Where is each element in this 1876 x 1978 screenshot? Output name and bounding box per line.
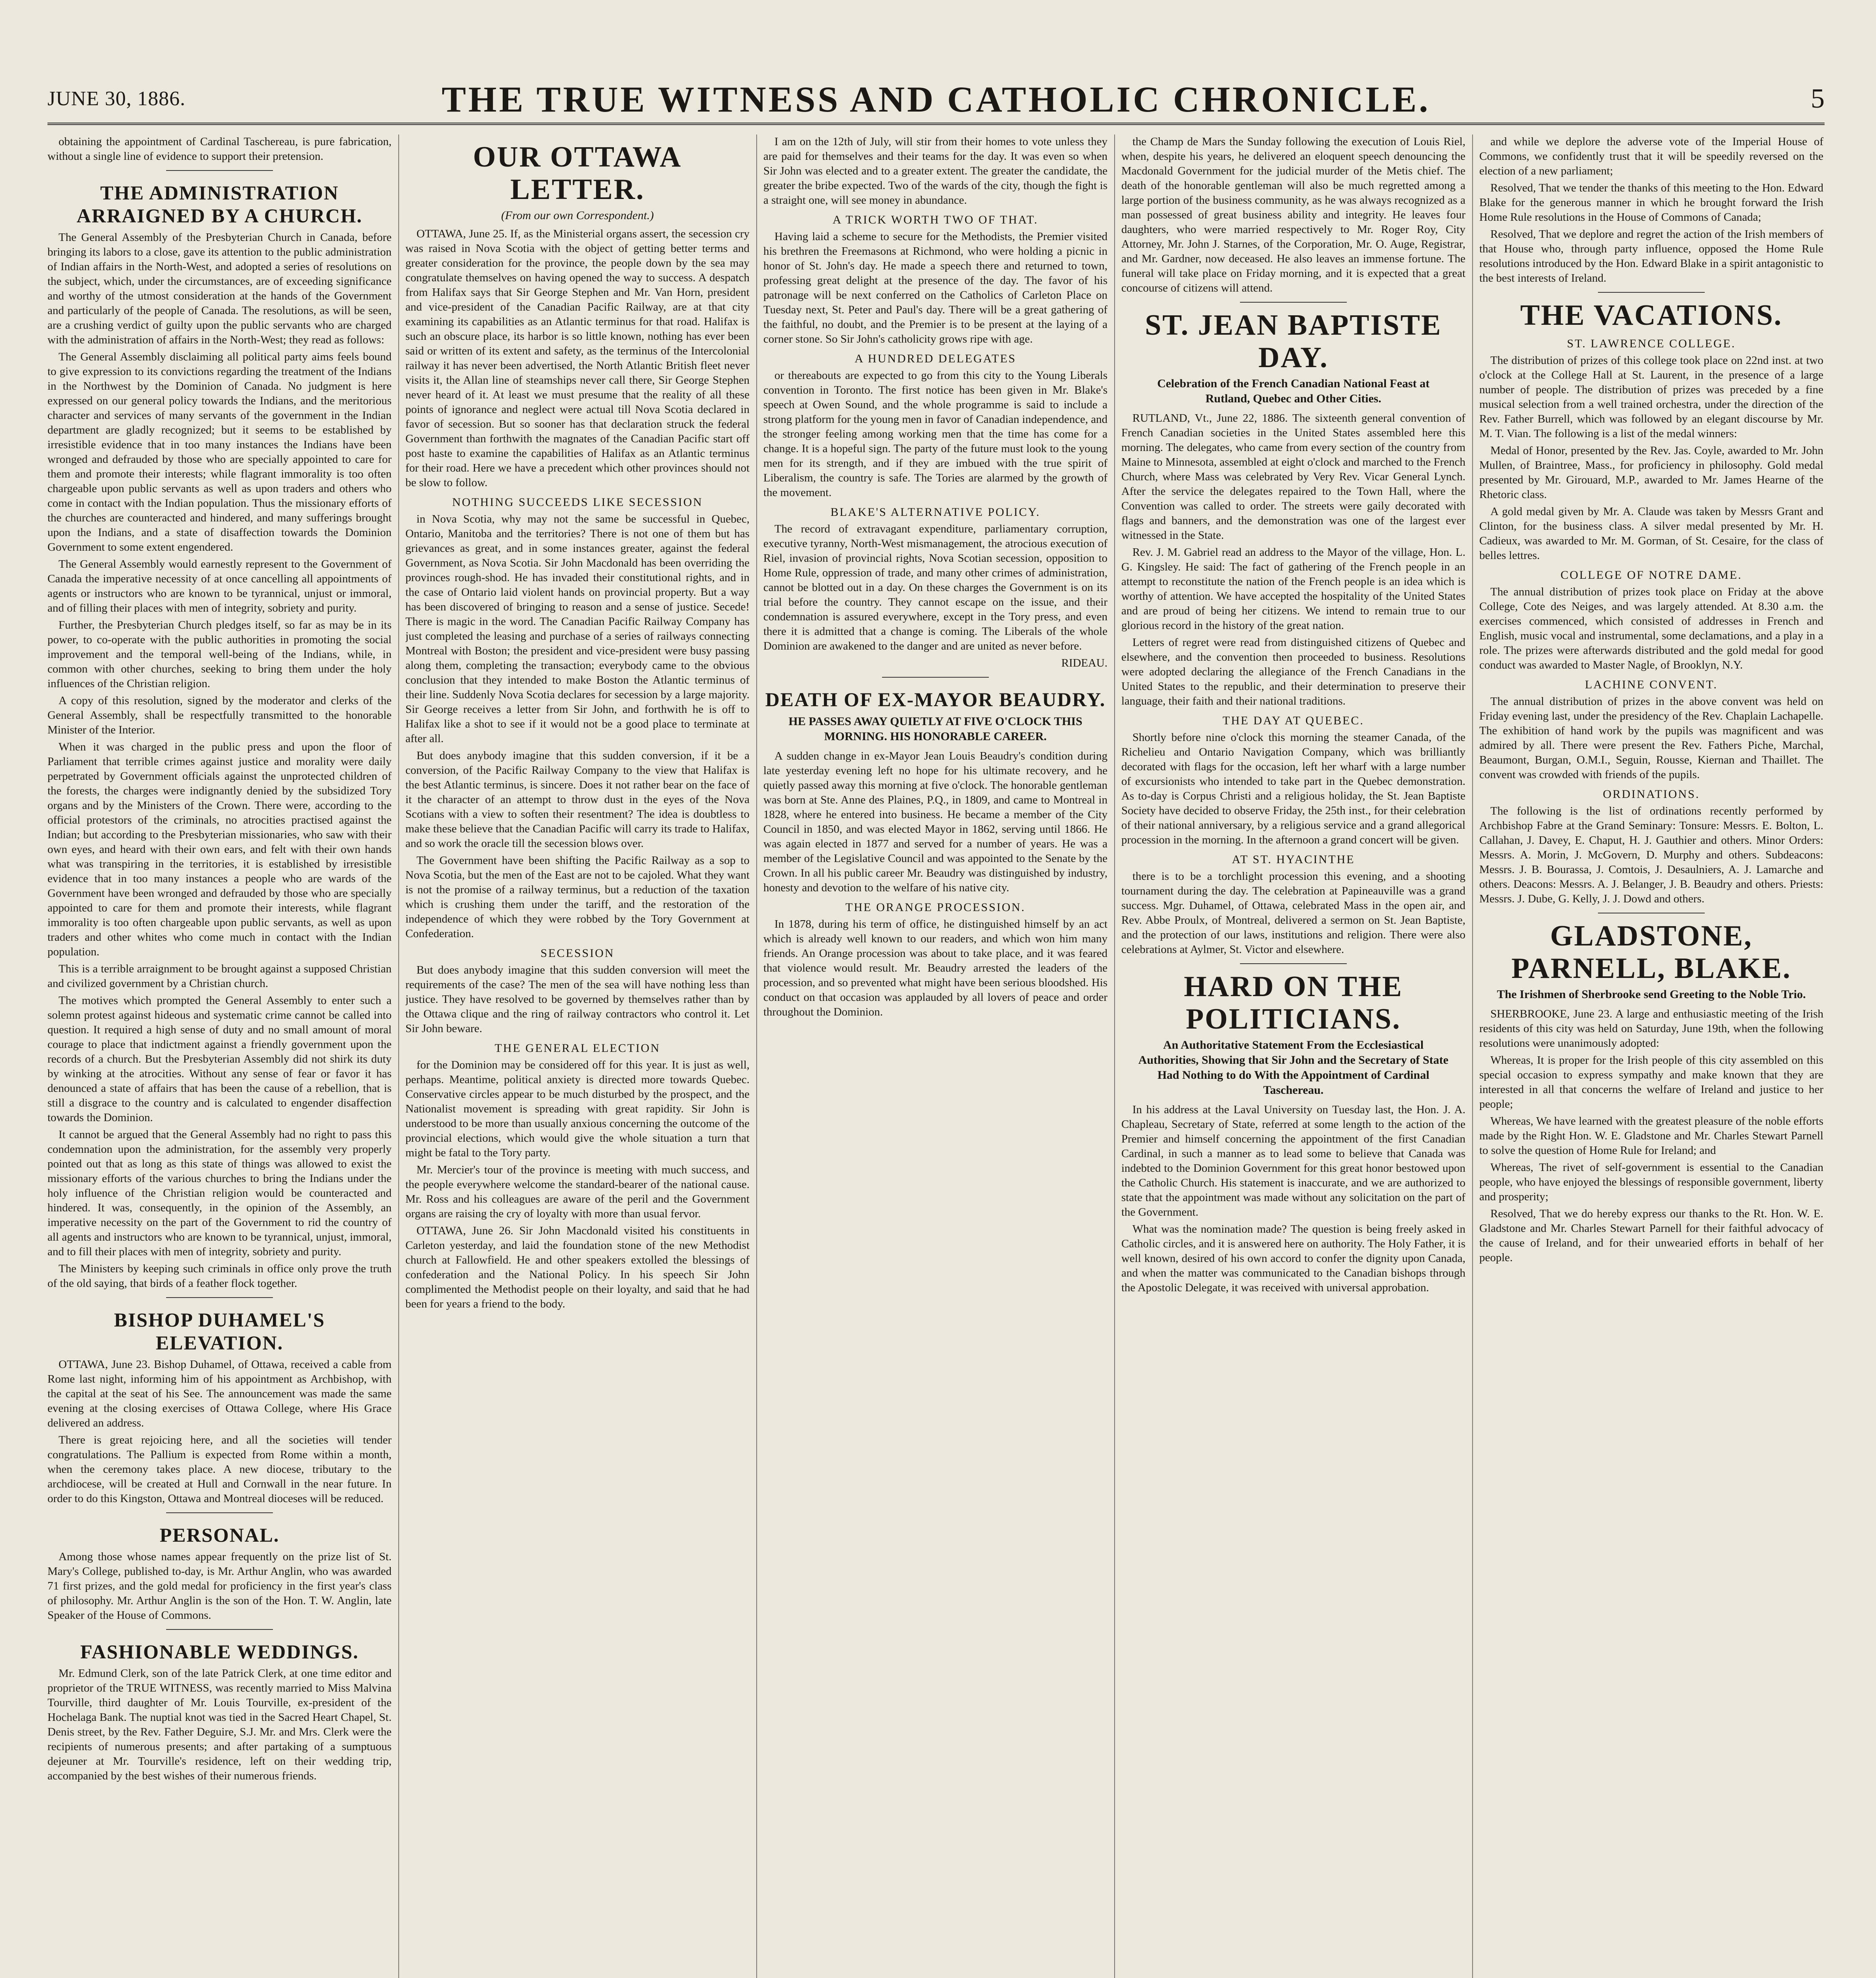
article-text: OTTAWA, June 26. Sir John Macdonald visited his constituents in Carleton yesterday, and laid the foundation stone of the new Methodist church at Fallowfield. He and other speakers extolled the blessings of confederation and the National Policy. In his speech Sir John complimented the Methodist people on their loyalty, and said that he had been for years a friend to the body. xyxy=(405,1224,750,1310)
subheading: THE ORANGE PROCESSION. xyxy=(845,901,1026,914)
subheading: LACHINE CONVENT. xyxy=(1585,678,1718,691)
subheading: SECESSION xyxy=(540,947,615,960)
deck: An Authoritative Statement From the Ecclesiastical Authorities, Showing that Sir John and the Secretary of State Had Nothing to do With the Appointment of Cardinal Taschereau. xyxy=(1138,1038,1448,1097)
article-text: Whereas, We have learned with the greatest pleasure of the noble efforts made by the Right Hon. W. E. Gladstone and Mr. Charles Stewart Parnell to solve the question of Home Rule for Ireland; and xyxy=(1479,1115,1823,1157)
article-text: The Ministers by keeping such criminals in office only prove the truth of the old saying, that birds of a feather flock together. xyxy=(47,1262,392,1290)
article-text: A sudden change in ex-Mayor Jean Louis Beaudry's condition during late yesterday evening left no hope for his ultimate recovery, and he quietly passed away this morning at five o'clock. The honorable gentleman was born at Ste. Anne des Plaines, P.Q., in 1809, and came to Montreal in 1828, where he entered into business. He became a member of the City Council in 1850, and was elected Mayor in 1862, serving until 1866. He was again elected in 1877 and served for a number of years. He was a member of the Legislative Council and was appointed to the Senate by the Crown. In all his public career Mr. Beaudry was distinguished by industry, honesty and devotion to the welfare of his native city. xyxy=(763,750,1107,894)
article-text: Further, the Presbyterian Church pledges itself, so far as may be in its power, to co-operate with the public authorities in promoting the social improvement and the temporal well-being of the Indians, while, in common with other churches, seeking to bring them under the holy influences of the Christian religion. xyxy=(47,619,392,690)
article-text: The General Assembly would earnestly represent to the Government of Canada the imperative necessity of at once cancelling all appointments of agents or instructors who are known to be tyrannical, unjust or immoral, and of filling their places with men of integrity, sobriety and purity. xyxy=(47,558,392,614)
article-text: A copy of this resolution, signed by the moderator and clerks of the General Assembly, shall be respectfully transmitted to the honorable Minister of the Interior. xyxy=(47,694,392,736)
divider xyxy=(1598,292,1705,293)
article-text: Among those whose names appear frequently on the prize list of St. Mary's College, published to-day, is Mr. Arthur Anglin, who was awarded 71 first prizes, and the gold medal for proficiency in the first year's class of philosophy. Mr. Arthur Anglin is the son of the Hon. T. W. Anglin, late Speaker of the House of Commons. xyxy=(47,1550,392,1622)
article-text: But does anybody imagine that this sudden conversion, if it be a conversion, of the Pacific Railway Company to the view that Halifax is the best Atlantic terminus, is sincere. Does it not rather bear on the face of it the character of an attempt to throw dust in the eyes of the Nova Scotians with a view to soften their resentment? The idea is doubtless to make these believe that the Canadian Pacific will carry its trade to Halifax, and so work the oracle till the secession blows over. xyxy=(405,749,750,850)
article-text: What was the nomination made? The question is being freely asked in Catholic circles, and it is answered here on authority. The Holy Father, it is well known, desired of his own accord to confer the dignity upon Canada, and when the matter was communicated to the Canadian bishops through the Apostolic Delegate, it was received with universal approbation. xyxy=(1121,1223,1465,1294)
headline-fashionable-weddings: FASHIONABLE WEDDINGS. xyxy=(80,1641,359,1663)
article-text: The annual distribution of prizes took place on Friday at the above College, Cote des Neiges, and was largely attended. At 8.30 a.m. the exercises commenced, which consisted of addresses in French and English, music vocal and instrumental, some declamations, and a play in a role. The prizes were afterwards distributed and the gold medal for good conduct was awarded to Master Nagle, of Brooklyn, N.Y. xyxy=(1479,585,1823,671)
article-text: When it was charged in the public press and upon the floor of Parliament that terrible crimes against justice and morality were daily perpetrated by Government officials against the unprotected children of the forests, the charges were indignantly denied by the subsidized Tory organs and by the Ministers of the Crown. There were, according to the official protestors of the criminals, no atrocities practised against the Indian; but according to the Presbyterian missionaries, who saw with their own eyes, and heard with their own ears, and felt with their own hands what was transpiring in the territories, it is established by irresistible evidence that in too many instances a people who are wards of the Government have been wronged and defrauded by those who are specially appointed to care for them and promote their interests, while flagrant immorality is too often chargeable upon public servants, as well as upon traders and other whites who come much in contact with the Indian population. xyxy=(47,741,392,958)
column-2 xyxy=(405,135,750,1978)
headline-hard-on-politicians: HARD ON THE POLITICIANS. xyxy=(1184,970,1403,1035)
signature: RIDEAU. xyxy=(1061,657,1107,669)
article-text: Mr. Mercier's tour of the province is meeting with much success, and the people everywhere welcome the standard-bearer of the national cause. Mr. Ross and his colleagues are aware of the peril and the Government organs are raising the cry of loyalty with more than usual fervor. xyxy=(405,1163,750,1220)
article-text: the Champ de Mars the Sunday following the execution of Louis Riel, when, despite his years, he delivered an eloquent speech denouncing the Macdonald Government for the judicial murder of the Metis chief. The death of the honorable gentleman will also be much regretted among a large portion of the business community, as he was always recognized as a man possessed of great business ability and integrity. He leaves four daughters, who were married respectively to Mr. Roger Roy, City Attorney, Mr. John J. Starnes, of the Corporation, Mr. O. Auge, Registrar, and Mr. Gardner, now deceased. He also leaves an immense fortune. The funeral will take place on Friday morning, and it is expected that a great concourse of citizens will attend. xyxy=(1121,135,1465,294)
article-text: and while we deplore the adverse vote of the Imperial House of Commons, we confidently trust that it will be speedily reversed on the election of a new parliament; xyxy=(1479,135,1823,177)
headline-gladstone-parnell-blake: GLADSTONE, PARNELL, BLAKE. xyxy=(1511,920,1791,985)
newspaper-title: THE TRUE WITNESS AND CATHOLIC CHRONICLE. xyxy=(441,79,1431,119)
deck: HE PASSES AWAY QUIETLY AT FIVE O'CLOCK THIS MORNING. HIS HONORABLE CAREER. xyxy=(788,715,1083,743)
article-text: or thereabouts are expected to go from this city to the Young Liberals convention in Toronto. The first notice has been given in Mr. Blake's speech at Owen Sound, and the whole programme is said to include a strong platform for the young men in favor of Canadian independence, and the stronger feeling among working men that the time has come for a change. It is a hopeful sign. The party of the future must look to the young men for its strength, and if they are imbued with the true spirit of Liberalism, the country is safe. The Tories are alarmed by the growth of the movement. xyxy=(763,369,1107,499)
subheading: A HUNDRED DELEGATES xyxy=(854,352,1017,365)
divider xyxy=(882,677,989,678)
subheading: NOTHING SUCCEEDS LIKE SECESSION xyxy=(452,496,703,509)
divider xyxy=(166,1512,273,1513)
article-text: Resolved, That we deplore and regret the action of the Irish members of that House who, through party influence, opposed the Home Rule resolutions introduced by the Hon. Edward Blake in a spirit antagonistic to the best interests of Ireland. xyxy=(1479,228,1823,284)
byline: (From our own Correspondent.) xyxy=(501,209,654,222)
article-text: OTTAWA, June 25. If, as the Ministerial organs assert, the secession cry was raised in Nova Scotia with the object of getting better terms and greater consideration for the province, the people down by the sea may congratulate themselves on having opened the way to success. A despatch from Halifax says that Sir George Stephen and Mr. Van Horn, president and vice-president of the Canadian Pacific Railway, are at that city examining its capabilities as an Atlantic terminus for that road. Halifax is such an obscure place, its harbor is so little known, nothing has ever been said or written of its extent and safety, as the terminus of the Intercolonial railway it has never been advertised, the North Atlantic British fleet never visits it, the Allan line of steamships never call there, Sir George Stephen never heard of it. At least we must presume that the reality of all these points of ignorance and neglect were actual till Nova Scotia declared in favor of secession. But so sooner has that declaration struck the federal Government than forthwith the magnates of the Canadian Pacific start off post haste to examine the capabilities of Halifax as an Atlantic terminus for their road. Here we have a precedent which other provinces should not be slow to follow. xyxy=(405,227,750,489)
article-text: Whereas, It is proper for the Irish people of this city assembled on this special occasion to express sympathy and make known that they are interested in all that concerns the welfare of Ireland and justice to her people; xyxy=(1479,1054,1823,1110)
column-3 xyxy=(763,135,1107,1978)
article-text: Rev. J. M. Gabriel read an address to the Mayor of the village, Hon. L. G. Kingsley. He said: The fact of gathering of the French people in an attempt to reconstitute the nation of the French people is an idea which is worthy of attention. We have accepted the hospitality of the United States and are proud of being her citizens. We intend to remain true to our glorious record in the history of the great nation. xyxy=(1121,546,1465,632)
subheading: COLLEGE OF NOTRE DAME. xyxy=(1560,568,1742,582)
headline-death-ex-mayor: DEATH OF EX-MAYOR BEAUDRY. xyxy=(765,688,1106,710)
article-text: A gold medal given by Mr. A. Claude was taken by Messrs Grant and Clinton, for the business class. A silver medal presented by Mr. H. Cadieux, was awarded to Mr. M. Gorman, of St. Cesaire, for the class of belles lettres. xyxy=(1479,505,1823,562)
headline-personal: PERSONAL. xyxy=(159,1524,280,1546)
masthead xyxy=(47,71,1825,125)
column-5 xyxy=(1479,135,1823,1978)
article-text: OTTAWA, June 23. Bishop Duhamel, of Ottawa, received a cable from Rome last night, informing him of his appointment as Archbishop, with the capital at the seat of his See. The announcement was made the same evening at the closing exercises of Ottawa College, where His Grace delivered an address. xyxy=(47,1358,392,1429)
headline-st-jean-baptiste: ST. JEAN BAPTISTE DAY. xyxy=(1145,309,1442,374)
headline-administration-arraigned: THE ADMINISTRATION ARRAIGNED BY A CHURCH. xyxy=(76,182,363,227)
subheading: A TRICK WORTH TWO OF THAT. xyxy=(832,213,1039,226)
divider xyxy=(166,1297,273,1298)
column-rule xyxy=(398,135,399,1978)
article-text: in Nova Scotia, why may not the same be successful in Quebec, Ontario, Manitoba and the territories? There is not one of them but has grievances as great, and in some instances greater, against the federal Government, as Nova Scotia. Sir John Macdonald has been overriding the provinces rough-shod. He has invaded their constitutional rights, and in the case of Ontario laid violent hands on provincial property. But a way has been discovered of bringing to reason and a sense of justice. Secede! There is magic in the word. The Canadian Pacific Railway Company has just completed the leasing and purchase of a series of railways connecting Montreal with Boston; the president and vice-president were busy passing along them, completing the transaction; everybody came to the obvious conclusion that they intended to make Boston the Atlantic terminus of their line. Suddenly Nova Scotia declares for secession by a large majority. Sir George receives a letter from Sir John, and forthwith he is off to Halifax like a shot to see if it would not be a good place to terminate at after all. xyxy=(405,513,750,745)
headline-ottawa-letter: OUR OTTAWA LETTER. xyxy=(473,141,682,206)
issue-date: JUNE 30, 1886. xyxy=(47,87,186,110)
columns xyxy=(47,135,1823,1978)
article-text: there is to be a torchlight procession this evening, and a shooting tournament during the day. The celebration at Papineauville was a grand success. Mgr. Duhamel, of Ottawa, celebrated Mass in the open air, and Rev. Abbe Proulx, of Montreal, delivered a sermon on St. Jean Baptiste, and the protection of our laws, institutions and religion. There were also celebrations at Aylmer, St. Victor and elsewhere. xyxy=(1121,870,1465,956)
article-text: The record of extravagant expenditure, parliamentary corruption, executive tyranny, North-West mismanagement, the atrocious execution of Riel, invasion of provincial rights, Nova Scotian secession, opposition to Home Rule, oppression of trade, and many other crimes of administration, cannot be blotted out in a day. On these charges the Government is on its trial before the country. They cannot escape on the issue, and their condemnation is assured everywhere, except in the Tory press, and even there it is admitted that a change is coming. The Liberals of the whole Dominion are awakened to the danger and are united as never before. xyxy=(763,523,1107,652)
article-text: The General Assembly disclaiming all political party aims feels bound to give expression to its convictions regarding the treatment of the Indians in the Northwest by the Dominion of Canada. No judgment is here expressed on our general policy towards the Indians, and the meritorious character and services of many servants of the government in the Indian department are gladly recognized; but it seems to be established by irresistible evidence that in too many instances the Indians have been wronged and defrauded by those who are specially appointed to care for them and promote their interests; while flagrant immorality is too often chargeable upon public servants as well as upon traders and others who come in contact with the Indian population. Thus the missionary efforts of the churches are counteracted and hindered, and many sufferings brought upon the Indians, and a state of disaffection towards the Dominion Government to some extent engendered. xyxy=(47,351,392,553)
deck: Celebration of the French Canadian National Feast at Rutland, Quebec and Other Cities. xyxy=(1157,377,1430,405)
article-text: The motives which prompted the General Assembly to enter such a solemn protest against hideous and systematic crime cannot be called into question. It required a high sense of duty and no small amount of moral courage to place that indictment against a friendly government upon the records of a church. But the Presbyterian Assembly did not shirk its duty by winking at the atrocities. Without any sense of fear or favor it has denounced a state of affairs that has been the cause of a rebellion, that is still a disgrace to the country and is calculated to engender disaffection towards the Dominion. xyxy=(47,994,392,1124)
article-text: Letters of regret were read from distinguished citizens of Quebec and elsewhere, and the convention then proceeded to business. Resolutions were adopted declaring the allegiance of the French Canadians in the United States to the republic, and their determination to preserve their language, their faith and their national traditions. xyxy=(1121,636,1465,707)
subheading: THE DAY AT QUEBEC. xyxy=(1223,714,1364,727)
article-text: This is a terrible arraignment to be brought against a supposed Christian and civilized government by a Christian church. xyxy=(47,962,392,990)
page-number: 5 xyxy=(1811,83,1825,114)
subheading: AT ST. HYACINTHE xyxy=(1232,853,1355,866)
article-text: The Government have been shifting the Pacific Railway as a sop to Nova Scotia, but the men of the East are not to be cajoled. What they want is not the promise of a railway terminus, but a reduction of the taxation which is crushing them under the tariff, and the restoration of the independence of which they were robbed by the Tory Government at Confederation. xyxy=(405,854,750,940)
article-text: Medal of Honor, presented by the Rev. Jas. Coyle, awarded to Mr. John Mullen, of Braintree, Mass., for proficiency in philosophy. Gold medal presented by Mr. Girouard, M.P., awarded to Mr. James Hearne of the Rhetoric class. xyxy=(1479,444,1823,501)
article-text: for the Dominion may be considered off for this year. It is just as well, perhaps. Meantime, political anxiety is directed more towards Quebec. Conservative circles appear to be much disturbed by the prospect, and the Nationalist movement is spreading with great rapidity. Sir John is understood to be more than usually anxious concerning the outcome of the provincial elections, which would give the whole situation a turn that might be fatal to the Tory party. xyxy=(405,1059,750,1159)
article-text: I am on the 12th of July, will stir from their homes to vote unless they are paid for themselves and their teams for the day. It was even so when Sir John was elected and to a greater extent. The greater the candidate, the greater the bribe expected. Two of the wards of the city, though the fight is a straight one, will see money in abundance. xyxy=(763,135,1107,207)
column-rule xyxy=(1472,135,1473,1978)
subheading: ORDINATIONS. xyxy=(1603,788,1700,801)
column-rule xyxy=(756,135,757,1978)
article-text: But does anybody imagine that this sudden conversion will meet the requirements of the case? The men of the sea will have nothing less than justice. They have resolved to be governed by themselves rather than by the Ottawa clique and the ring of railway contractors who control it. Let Sir John beware. xyxy=(405,964,750,1035)
divider xyxy=(1240,963,1347,964)
article-text: Shortly before nine o'clock this morning the steamer Canada, of the Richelieu and Ontario Navigation Company, which was brilliantly decorated with flags for the occasion, left her wharf with a large number of excursionists who intended to take part in the Quebec demonstration. As to-day is Corpus Christi and a religious holiday, the St. Jean Baptiste Society have decided to observe Friday, the 25th inst., for their celebration of their national anniversary, by a religious service and a grand allegorical procession in the morning. In the afternoon a grand concert will be given. xyxy=(1121,731,1465,846)
headline-bishop-duhamel: BISHOP DUHAMEL'S ELEVATION. xyxy=(114,1309,325,1354)
article-text: The General Assembly of the Presbyterian Church in Canada, before bringing its labors to a close, gave its attention to the public administration of Indian affairs in the North-West, and adopted a series of resolutions on the subject, which, under the circumstances, are of exceeding significance and worthy of the utmost consideration at the hands of the Government and particularly of the people of Canada. The resolutions, as will be seen, are a crushing verdict of guilty upon the public servants who are charged with the administration of affairs in the North-West; they read as follows: xyxy=(47,231,392,346)
article-text: The annual distribution of prizes in the above convent was held on Friday evening last, under the presidency of the Rev. Chaplain Lachapelle. The exhibition of hand work by the pupils was magnificent and was admired by all. There were present the Rev. Fathers Piche, Marchal, Beaumont, Burgan, O.M.I., Seguin, Rousse, Kiernan and Thaillet. The convent was crowded with friends of the pupils. xyxy=(1479,695,1823,781)
article-text: In 1878, during his term of office, he distinguished himself by an act which is already well known to our readers, and which won him many friends. An Orange procession was about to take place, and it was feared that violence would result. Mr. Beaudry arrested the leaders of the procession, and so prevented what might have been serious bloodshed. His conduct on that occasion was applauded by all lovers of peace and order throughout the Dominion. xyxy=(763,918,1107,1018)
column-1 xyxy=(47,135,392,1978)
article-text: There is great rejoicing here, and all the societies will tender congratulations. The Pallium is expected from Rome within a month, when the ceremony takes place. A new diocese, tributary to the archdiocese, will be created at Hull and Cornwall in the near future. In order to do this Kingston, Ottawa and Montreal dioceses will be reduced. xyxy=(47,1434,392,1505)
article-text: Mr. Edmund Clerk, son of the late Patrick Clerk, at one time editor and proprietor of the TRUE WITNESS, was recently married to Miss Malvina Tourville, third daughter of Mr. Louis Tourville, ex-president of the Hochelaga Bank. The nuptial knot was tied in the Sacred Heart Chapel, St. Denis street, by the Rev. Father Deguire, S.J. Mr. and Mrs. Clerk were the recipients of numerous presents; and after partaking of a sumptuous dejeuner at Mr. Tourville's residence, left on their wedding trip, accompanied by the best wishes of their numerous friends. xyxy=(47,1667,392,1782)
subheading: BLAKE'S ALTERNATIVE POLICY. xyxy=(830,506,1041,519)
article-text: SHERBROOKE, June 23. A large and enthusiastic meeting of the Irish residents of this city was held on Saturday, June 19th, when the following resolutions were unanimously adopted: xyxy=(1479,1008,1823,1050)
divider xyxy=(166,170,273,171)
article-text: RUTLAND, Vt., June 22, 1886. The sixteenth general convention of French Canadian societies in the United States assembled here this morning. The delegates, who came from every section of the country from Maine to Minnesota, assembled at eight o'clock and marched to the French Church, where Mass was celebrated by Very Rev. Vicar General Lynch. After the service the delegates repaired to the Town Hall, where the Convention was called to order. The streets were gaily decorated with flags and banners, and the demonstration was one of the largest ever witnessed in the State. xyxy=(1121,412,1465,542)
article-text: The distribution of prizes of this college took place on 22nd inst. at two o'clock at the College Hall at St. Laurent, in the presence of a large number of people. The distribution of prizes was preceded by a fine musical selection from a well trained orchestra, under the direction of the Rev. Father Burrell, which was followed by an elegant discourse by Mr. M. T. Vian. The following is a list of the medal winners: xyxy=(1479,354,1823,440)
article-text: In his address at the Laval University on Tuesday last, the Hon. J. A. Chapleau, Secretary of State, referred at some length to the action of the Premier and himself concerning the appointment of the first Canadian Cardinal, in such a manner as to lead some to believe that Canada was indebted to the Dominion Government for this great honor bestowed upon the Catholic Church. His statement is inaccurate, and we are authorized to state that the appointment was made without any solicitation on the part of the Government. xyxy=(1121,1103,1465,1218)
headline-vacations: THE VACATIONS. xyxy=(1520,299,1783,332)
article-text: Resolved, That we tender the thanks of this meeting to the Hon. Edward Blake for the generous manner in which he brought forward the Irish Home Rule resolutions in the House of Commons of Canada; xyxy=(1479,182,1823,224)
article-text: obtaining the appointment of Cardinal Taschereau, is pure fabrication, without a single line of evidence to support their pretension. xyxy=(47,135,392,163)
deck: The Irishmen of Sherbrooke send Greeting to the Noble Trio. xyxy=(1497,988,1806,1001)
subheading: THE GENERAL ELECTION xyxy=(494,1042,661,1055)
article-text: Having laid a scheme to secure for the Methodists, the Premier visited his brethren the Freemasons at Richmond, who were holding a picnic in honor of St. John's day. He made a speech there and returned to town, professing great delight at the presence of the day. The favor of his patronage will be next conferred on the Catholics of Carleton Place on Tuesday next, St. Peter and Paul's day. There will be a great gathering of the faithful, no doubt, and the Premier is to be present at the laying of a corner stone. So Sir John's catholicity grows ripe with age. xyxy=(763,230,1107,345)
column-4 xyxy=(1121,135,1465,1978)
divider xyxy=(166,1629,273,1630)
subheading: ST. LAWRENCE COLLEGE. xyxy=(1567,337,1736,350)
column-rule xyxy=(1114,135,1115,1978)
article-text: Whereas, The rivet of self-government is essential to the Canadian people, who have enjoyed the blessings of responsible government, liberty and prosperity; xyxy=(1479,1161,1823,1203)
article-text: It cannot be argued that the General Assembly had no right to pass this condemnation upon the administration, for the assembly very properly pointed out that as long as this state of things was allowed to exist the missionary efforts of the various churches to bring the Indians under the holy influence of the Christian religion would be counteracted and hindered. It was, consequently, in the opinion of the Assembly, an imperative necessity on the part of the Government to rid the country of all agents and instructors who are known to be tyrannical, unjust, immoral, and to fill their places with men of integrity, sobriety and purity. xyxy=(47,1128,392,1258)
article-text: Resolved, That we do hereby express our thanks to the Rt. Hon. W. E. Gladstone and Mr. Charles Stewart Parnell for their faithful advocacy of the cause of Ireland, and for their unwearied efforts in behalf of her people. xyxy=(1479,1207,1823,1264)
article-text: The following is the list of ordinations recently performed by Archbishop Fabre at the Grand Seminary: Tonsure: Messrs. E. Bolton, L. Callahan, J. Davey, E. Chaput, H. J. Gauthier and others. Minor Orders: Messrs. A. Morin, J. McGovern, D. Murphy and others. Subdeacons: Messrs. J. B. Bourassa, J. Comtois, J. Desaulniers, A. J. Lamarche and others. Deacons: Messrs. A. J. Belanger, J. B. Beaudry and others. Priests: Messrs. J. Dube, G. Kelly, J. J. Dowd and others. xyxy=(1479,805,1823,905)
divider xyxy=(1240,302,1347,303)
